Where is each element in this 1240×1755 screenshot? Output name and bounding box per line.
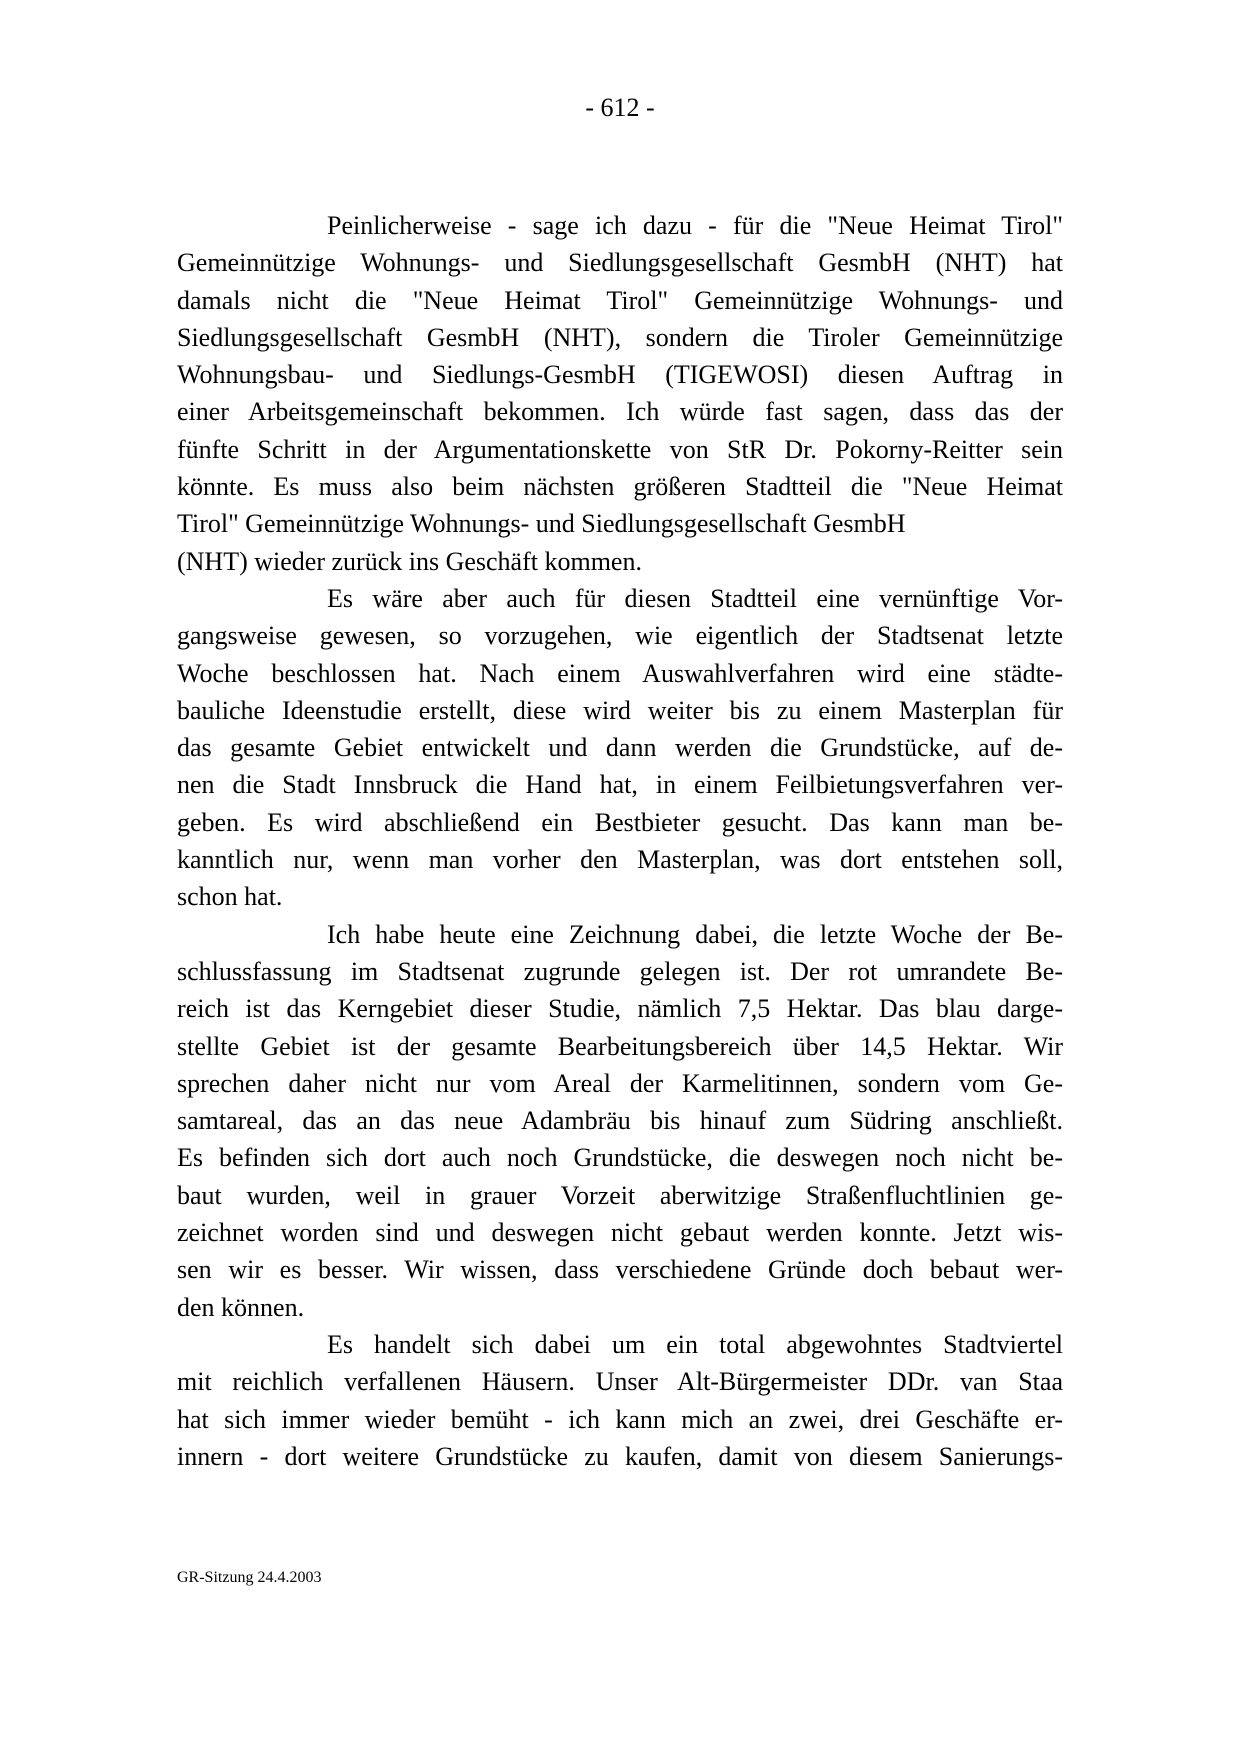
text-line: Tirol" Gemeinnützige Wohnungs- und Siedlungsgesellschaft GesmbH <box>177 509 906 539</box>
text-line: reich ist das Kerngebiet dieser Studie, nämlich 7,5 Hektar. Das blau darge- <box>177 994 1063 1024</box>
text-line: den können. <box>177 1292 305 1322</box>
text-line: sprechen daher nicht nur vom Areal der Karmelitinnen, sondern vom Ge- <box>177 1068 1063 1098</box>
text-line: kanntlich nur, wenn man vorher den Masterplan, was dort entstehen soll, <box>177 845 1063 875</box>
text-line: Es wäre aber auch für diesen Stadtteil eine vernünftige Vor- <box>327 583 1063 613</box>
text-line: baut wurden, weil in grauer Vorzeit aberwitzige Straßenfluchtlinien ge- <box>177 1180 1063 1210</box>
text-line: geben. Es wird abschließend ein Bestbieter gesucht. Das kann man be- <box>177 807 1063 837</box>
text-line: Es befinden sich dort auch noch Grundstücke, die deswegen noch nicht be- <box>177 1143 1063 1173</box>
footer-session-date: GR-Sitzung 24.4.2003 <box>177 1569 322 1586</box>
text-line: könnte. Es muss also beim nächsten größeren Stadtteil die "Neue Heimat <box>177 472 1063 502</box>
text-line: Wohnungsbau- und Siedlungs-GesmbH (TIGEWOSI) diesen Auftrag in <box>177 360 1063 390</box>
text-line: samtareal, das an das neue Adambräu bis hinauf zum Südring anschließt. <box>177 1106 1063 1136</box>
text-line: Es handelt sich dabei um ein total abgewohntes Stadtviertel <box>327 1329 1063 1359</box>
text-line: sen wir es besser. Wir wissen, dass verschiedene Gründe doch bebaut wer- <box>177 1255 1063 1285</box>
text-line: Ich habe heute eine Zeichnung dabei, die letzte Woche der Be- <box>327 919 1063 949</box>
text-line: (NHT) wieder zurück ins Geschäft kommen. <box>177 546 642 576</box>
text-line: innern - dort weitere Grundstücke zu kaufen, damit von diesem Sanierungs- <box>177 1441 1063 1471</box>
text-line: Peinlicherweise - sage ich dazu - für die "Neue Heimat Tirol" <box>327 211 1063 240</box>
text-line: einer Arbeitsgemeinschaft bekommen. Ich würde fast sagen, dass das der <box>177 397 1063 427</box>
text-line: gangsweise gewesen, so vorzugehen, wie eigentlich der Stadtsenat letzte <box>177 621 1063 651</box>
text-line: damals nicht die "Neue Heimat Tirol" Gemeinnützige Wohnungs- und <box>177 285 1063 315</box>
text-line: mit reichlich verfallenen Häusern. Unser Alt-Bürgermeister DDr. van Staa <box>177 1367 1063 1397</box>
text-line: nen die Stadt Innsbruck die Hand hat, in einem Feilbietungsverfahren ver- <box>177 770 1063 800</box>
body-text <box>177 207 1063 1475</box>
text-line: bauliche Ideenstudie erstellt, diese wird weiter bis zu einem Masterplan für <box>177 695 1063 725</box>
text-line: schon hat. <box>177 882 283 912</box>
text-line: Siedlungsgesellschaft GesmbH (NHT), sondern die Tiroler Gemeinnützige <box>177 322 1063 352</box>
text-line: Gemeinnützige Wohnungs- und Siedlungsgesellschaft GesmbH (NHT) hat <box>177 248 1063 278</box>
text-line: fünfte Schritt in der Argumentationskette von StR Dr. Pokorny-Reitter sein <box>177 434 1063 464</box>
page-number: - 612 - <box>585 93 655 122</box>
text-line: zeichnet worden sind und deswegen nicht gebaut werden konnte. Jetzt wis- <box>177 1218 1063 1248</box>
text-line: hat sich immer wieder bemüht - ich kann mich an zwei, drei Geschäfte er- <box>177 1404 1063 1434</box>
text-line: stellte Gebiet ist der gesamte Bearbeitungsbereich über 14,5 Hektar. Wir <box>177 1031 1063 1061</box>
text-line: Woche beschlossen hat. Nach einem Auswahlverfahren wird eine städte- <box>177 658 1063 688</box>
text-line: das gesamte Gebiet entwickelt und dann werden die Grundstücke, auf de- <box>177 733 1063 763</box>
text-line: schlussfassung im Stadtsenat zugrunde gelegen ist. Der rot umrandete Be- <box>177 956 1063 986</box>
